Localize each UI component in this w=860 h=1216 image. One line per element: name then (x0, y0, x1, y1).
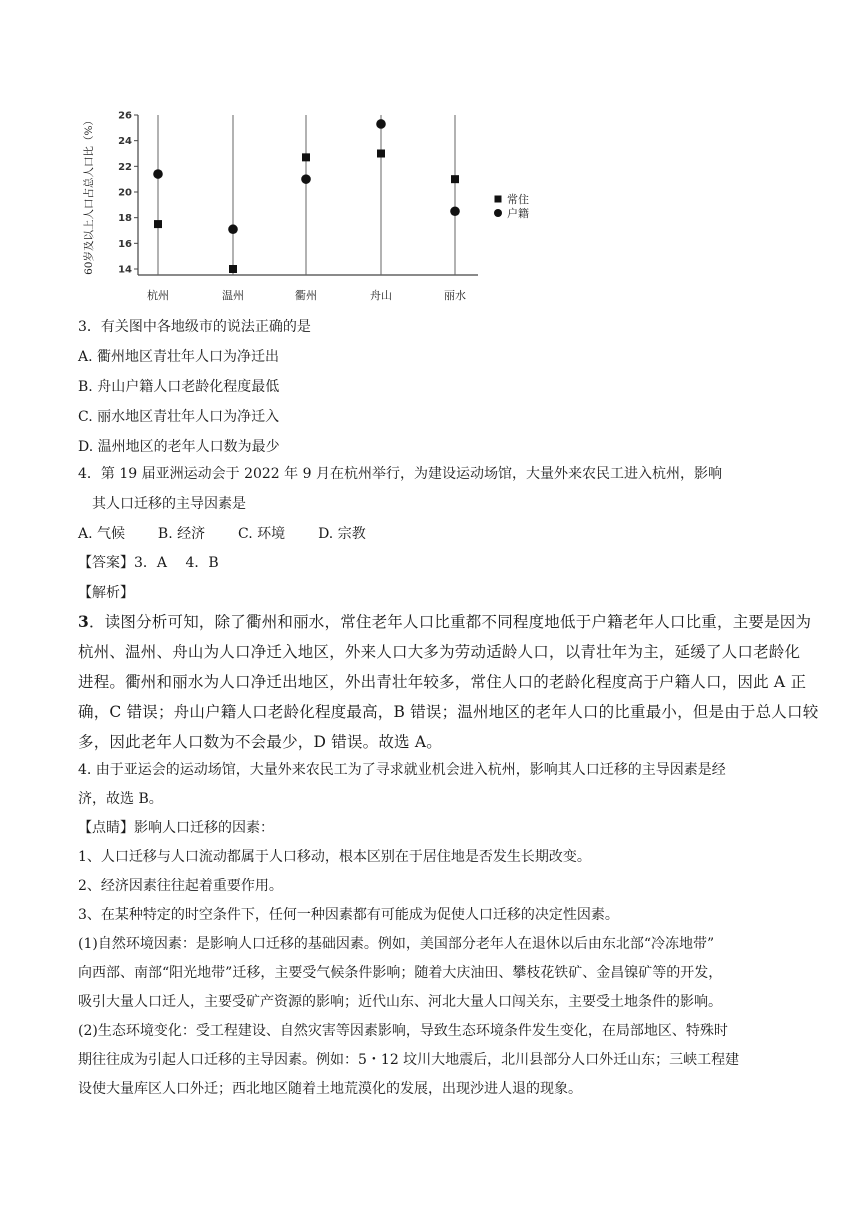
analysis-3-line-1: 3．读图分析可知，除了衢州和丽水，常住老年人口比重都不同程度地低于户籍老年人口比重，主要是因为 (78, 612, 812, 631)
pointer-para-1-line-1: (1)自然环境因素：是影响人口迁移的基础因素。例如，美国部分老年人在退休以后由东北部“冷冻地带” (78, 936, 715, 952)
analysis-title: 【解析】 (78, 585, 134, 601)
y-tick-label: 20 (118, 187, 132, 199)
pointer-item-1: 1、人口迁移与人口流动都属于人口移动，根本区别在于居住地是否发生长期改变。 (78, 849, 591, 865)
data-point-circle (228, 224, 238, 234)
question-4-option-c: C. 环境 (238, 526, 286, 542)
y-tick-label: 26 (118, 110, 132, 122)
data-point-circle (301, 174, 311, 184)
pointer-para-2-line-1: (2)生态环境变化：受工程建设、自然灾害等因素影响，导致生态环境条件发生变化，在局部地区、特殊时 (78, 1023, 728, 1039)
legend-marker-circle (494, 209, 502, 217)
question-4-option-a: A. 气候 (78, 526, 126, 542)
y-tick-label: 16 (118, 238, 132, 250)
answer-line: 【答案】3．A 4．B (78, 555, 219, 571)
question-4-options (78, 524, 366, 544)
y-axis-label: 60岁及以上人口占总人口比（%） (83, 115, 95, 275)
question-4-stem-line-2: 其人口迁移的主导因素是 (92, 496, 246, 512)
question-4-option-b: B. 经济 (157, 526, 206, 542)
y-tick-label: 24 (118, 136, 132, 148)
pointer-para-2-line-2: 期往往成为引起人口迁移的主导因素。例如：5・12 坟川大地震后，北川县部分人口外迁山东；三峡工程建 (78, 1052, 740, 1068)
data-point-square (154, 220, 162, 228)
scatter-chart (78, 105, 558, 305)
analysis-3-line-3: 进程。衢州和丽水为人口净迁出地区，外出青壮年较多，常住人口的老龄化程度高于户籍人口，因此 A 正 (78, 673, 807, 691)
data-point-square (451, 175, 459, 183)
data-point-circle (450, 206, 460, 216)
y-tick-label: 18 (118, 213, 132, 225)
y-tick-label: 14 (118, 264, 132, 276)
legend-label: 户籍 (507, 207, 529, 220)
question-4-stem-line-1: 4．第 19 届亚洲运动会于 2022 年 9 月在杭州举行，为建设运动场馆，大量外来农民工进入杭州，影响 (78, 466, 722, 482)
x-tick-label: 丽水 (444, 289, 466, 302)
question-3-option-d: D. 温州地区的老年人口数为最少 (78, 439, 280, 455)
question-4-option-d: D. 宗教 (318, 526, 366, 542)
legend-marker-square (495, 196, 502, 203)
x-tick-label: 杭州 (147, 289, 169, 302)
pointer-title: 【点睛】影响人口迁移的因素： (78, 820, 274, 836)
analysis-3-line-5: 多，因此老年人口数为不会最少，D 错误。故选 A。 (78, 733, 442, 751)
question-3-option-c: C. 丽水地区青壮年人口为净迁入 (78, 409, 280, 425)
legend-label: 常住 (507, 193, 529, 206)
pointer-para-2-line-3: 设使大量库区人口外迁；西北地区随着土地荒漠化的发展，出现沙进人退的现象。 (78, 1081, 582, 1097)
pointer-para-1-line-2: 向西部、南部“阳光地带”迁移，主要受气候条件影响；随着大庆油田、攀枝花铁矿、金昌镍矿等的开发， (78, 965, 723, 981)
data-point-square (229, 265, 237, 273)
data-point-circle (153, 169, 163, 179)
data-point-square (302, 153, 310, 161)
analysis-4-line-2: 济，故选 B。 (78, 791, 163, 807)
question-3-stem: 3．有关图中各地级市的说法正确的是 (78, 319, 311, 335)
pointer-item-2: 2、经济因素往往起着重要作用。 (78, 878, 283, 894)
question-3-option-b: B. 舟山户籍人口老龄化程度最低 (78, 379, 280, 395)
data-point-circle (376, 119, 386, 129)
x-tick-label: 温州 (222, 289, 244, 302)
pointer-item-3: 3、在某种特定的时空条件下，任何一种因素都有可能成为促使人口迁移的决定性因素。 (78, 907, 619, 923)
data-point-square (377, 150, 385, 158)
x-tick-label: 衢州 (295, 289, 317, 302)
analysis-4-line-1: 4. 由于亚运会的运动场馆，大量外来农民工为了寻求就业机会进入杭州，影响其人口迁移的主导因素是经 (78, 762, 726, 778)
pointer-para-1-line-3: 吸引大量人口迁人，主要受矿产资源的影响；近代山东、河北大量人口闯关东，主要受土地条件的影响。 (78, 994, 722, 1010)
analysis-3-number: 3 (78, 612, 89, 631)
y-tick-label: 22 (118, 161, 132, 173)
x-tick-label: 舟山 (370, 289, 392, 302)
analysis-3-line-4: 确，C 错误；舟山户籍人口老龄化程度最高，B 错误；温州地区的老年人口的比重最小，但是由于总人口较 (78, 703, 819, 721)
analysis-3-line-2: 杭州、温州、舟山为人口净迁入地区，外来人口大多为劳动适龄人口，以青壮年为主，延缓了人口老龄化 (78, 643, 801, 661)
question-3-option-a: A. 衢州地区青壮年人口为净迁出 (78, 349, 280, 365)
